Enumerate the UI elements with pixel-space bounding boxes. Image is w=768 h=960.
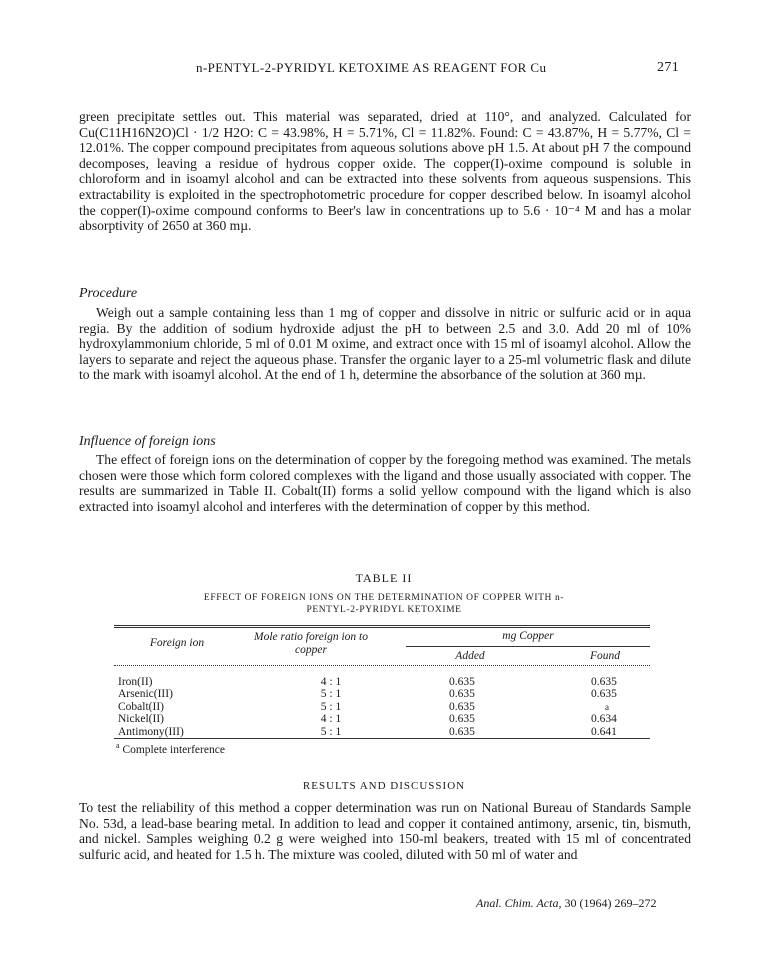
cell-ratio: 5 : 1 (320, 688, 342, 701)
col-header-mg-copper: mg Copper (502, 630, 554, 642)
cell-found-footnote-mark: a (605, 701, 609, 712)
cell-ratio: 5 : 1 (320, 700, 342, 713)
journal-volume-pages: 30 (1964) 269–272 (564, 896, 657, 910)
cell-ratio: 5 : 1 (320, 725, 342, 738)
page-number: 271 (657, 60, 680, 75)
table-body (116, 676, 652, 738)
journal-citation (476, 896, 656, 911)
table-row (116, 726, 652, 738)
table-header-rule (114, 665, 650, 666)
table-number: TABLE II (355, 571, 413, 585)
foreign-ions-heading: Influence of foreign ions (79, 434, 216, 449)
cell-added: 0.635 (449, 688, 475, 701)
results-paragraph: To test the reliability of this method a copper determination was run on National Bureau of Standards Sample No. 53d, a lead-base bearing metal. In addition to lead and copper it contained antimony, arsenic, tin, bismuth, and nickel. Samples weighing 0.2 g were weighed into 150-ml beakers, treated with 15 ml of concentrated sulfuric acid, and heated for 1.5 h. The mixture was cooled, diluted with 50 ml of water and (79, 800, 691, 862)
running-title: n-PENTYL-2-PYRIDYL KETOXIME AS REAGENT FOR Cu (196, 60, 547, 75)
table-bottom-rule (114, 738, 650, 739)
results-heading: RESULTS AND DISCUSSION (302, 780, 466, 792)
cell-ion: Antimony(III) (118, 725, 184, 738)
table-top-rule-double (114, 627, 650, 628)
procedure-paragraph: Weigh out a sample containing less than 1 mg of copper and dissolve in nitric or sulfuric acid or in aqua regia. By the addition of sodium hydroxide adjust the pH to between 2.5 and 3.0. Add 20 ml of 10% hydroxylammonium chloride, 5 ml of 0.01 M oxime, and extract once with 15 ml of isoamyl alcohol. Allow the layers to separate and reject the aqueous phase. Transfer the organic layer to a 25-ml volumetric flask and dilute to the mark with isoamyl alcohol. At the end of 1 h, determine the absorbance of the solution at 360 mµ. (79, 305, 691, 383)
paragraph-analysis: green precipitate settles out. This material was separated, dried at 110°, and analyzed. Calculated for Cu(C11H16N2O)Cl · 1/2 H2O: C = 43.98%, H = 5.71%, Cl = 11.82%. Found: C = 43.87%, H = 5.77%, Cl = 12.01%. The copper compound precipitates from aqueous solutions above pH 1.5. At about pH 7 the compound decomposes, leaving a residue of hydrous copper oxide. The copper(I)-oxime compound is soluble in chloroform and in isoamyl alcohol and can be extracted into these solvents from aqueous suspensions. This extractability is exploited in the spectrophotometric procedure for copper described below. In isoamyl alcohol the copper(I)-oxime compound conforms to Beer's law in concentrations up to 5.6 · 10⁻⁴ M and has a molar absorptivity of 2650 at 360 mµ. (79, 109, 691, 234)
cell-added: 0.635 (449, 676, 475, 688)
procedure-heading: Procedure (79, 286, 138, 301)
table-caption: EFFECT OF FOREIGN IONS ON THE DETERMINATION OF COPPER WITH n-PENTYL-2-PYRIDYL KETOXIME (203, 593, 565, 615)
table-footnote (116, 741, 225, 756)
col-header-found: Found (589, 650, 621, 662)
table-row (116, 676, 652, 688)
journal-name: Anal. Chim. Acta, (476, 896, 562, 910)
spanner-rule (406, 646, 650, 647)
col-header-foreign-ion: Foreign ion (149, 637, 205, 649)
cell-added: 0.635 (449, 725, 475, 738)
cell-ratio: 4 : 1 (320, 676, 342, 688)
cell-ion: Iron(II) (118, 676, 153, 688)
cell-ion: Nickel(II) (118, 713, 164, 726)
cell-ion: Cobalt(II) (118, 700, 164, 713)
table-row (116, 688, 652, 700)
cell-found: 0.641 (591, 725, 617, 738)
cell-found: 0.635 (591, 688, 617, 701)
col-header-added: Added (455, 650, 485, 662)
table-row (116, 701, 652, 713)
cell-found: 0.635 (591, 676, 617, 688)
cell-found: 0.634 (591, 713, 617, 726)
cell-ion: Arsenic(III) (118, 688, 173, 701)
footnote-mark: a (116, 741, 120, 750)
table-top-rule (114, 625, 650, 626)
col-header-mole-ratio: Mole ratio foreign ion to copper (254, 631, 368, 656)
cell-added: 0.635 (449, 700, 475, 713)
foreign-ions-paragraph: The effect of foreign ions on the determination of copper by the foregoing method was examined. The metals chosen were those which form colored complexes with the ligand and those usually associated with copper. The results are summarized in Table II. Cobalt(II) forms a solid yellow compound with the ligand which is also extracted into isoamyl alcohol and interferes with the determination of copper by this method. (79, 452, 691, 514)
table-row (116, 713, 652, 725)
footnote-text: Complete interference (122, 743, 225, 756)
cell-ratio: 4 : 1 (320, 713, 342, 726)
cell-added: 0.635 (449, 713, 475, 726)
